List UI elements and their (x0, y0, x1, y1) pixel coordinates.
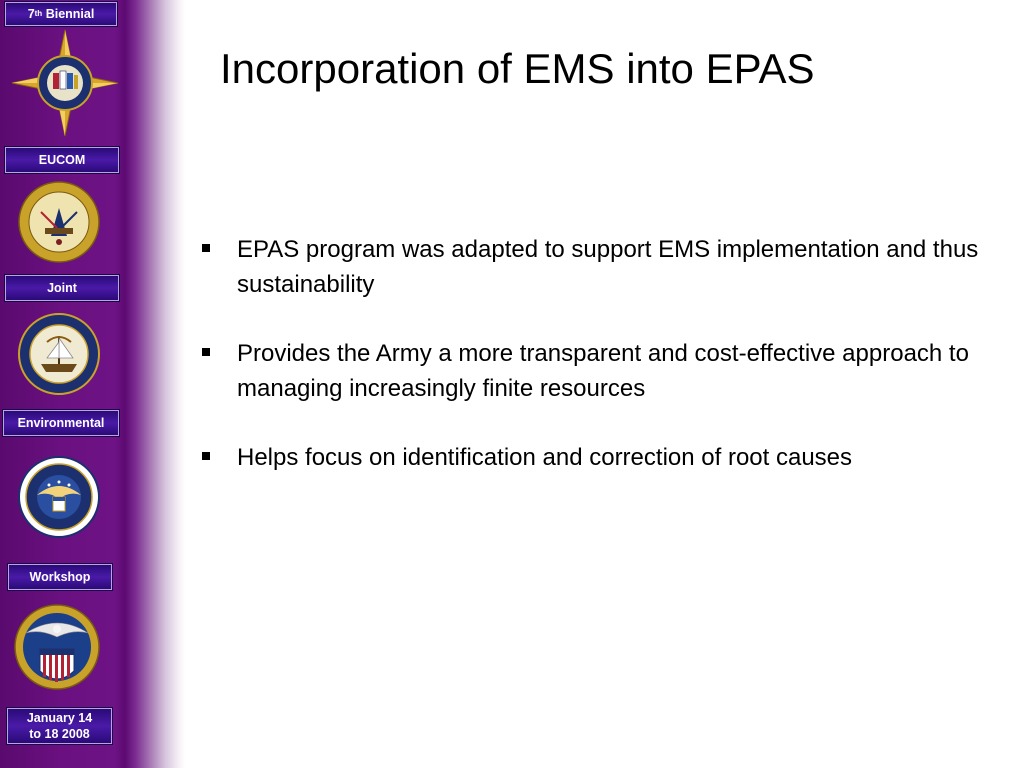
sidebar (0, 0, 185, 768)
biennial-word: Biennial (45, 7, 95, 21)
defense-logistics-agency-seal-icon (14, 603, 100, 693)
bullet-item (200, 440, 990, 475)
navy-seal-icon (17, 312, 101, 396)
army-seal-icon (17, 180, 101, 264)
eucom-seal-icon (10, 28, 120, 138)
biennial-label: 7 th Biennial (5, 2, 117, 26)
bullet-text: EPAS program was adapted to support EMS implementation and thus sustainability (237, 236, 979, 298)
joint-label: Joint (5, 275, 119, 301)
square-bullet-icon (202, 452, 210, 460)
bullet-text: Helps focus on identification and correction of root causes (237, 444, 853, 471)
air-force-seal-icon (17, 455, 101, 539)
dates-line-1: January 14 (26, 711, 93, 725)
dates-line-2: to 18 2008 (29, 727, 90, 741)
eucom-label: EUCOM (5, 147, 119, 173)
square-bullet-icon (202, 348, 210, 356)
environmental-label: Environmental (3, 410, 119, 436)
bullet-item (200, 232, 990, 302)
bullet-text: Provides the Army a more transparent and cost-effective approach to managing increasingly finite resources (237, 340, 969, 402)
square-bullet-icon (202, 244, 210, 252)
dates-label (7, 708, 112, 744)
bullet-item (200, 336, 990, 406)
bullet-list (200, 232, 990, 509)
workshop-label: Workshop (8, 564, 112, 590)
slide-title: Incorporation of EMS into EPAS (220, 45, 815, 92)
biennial-number: 7 (27, 7, 35, 21)
